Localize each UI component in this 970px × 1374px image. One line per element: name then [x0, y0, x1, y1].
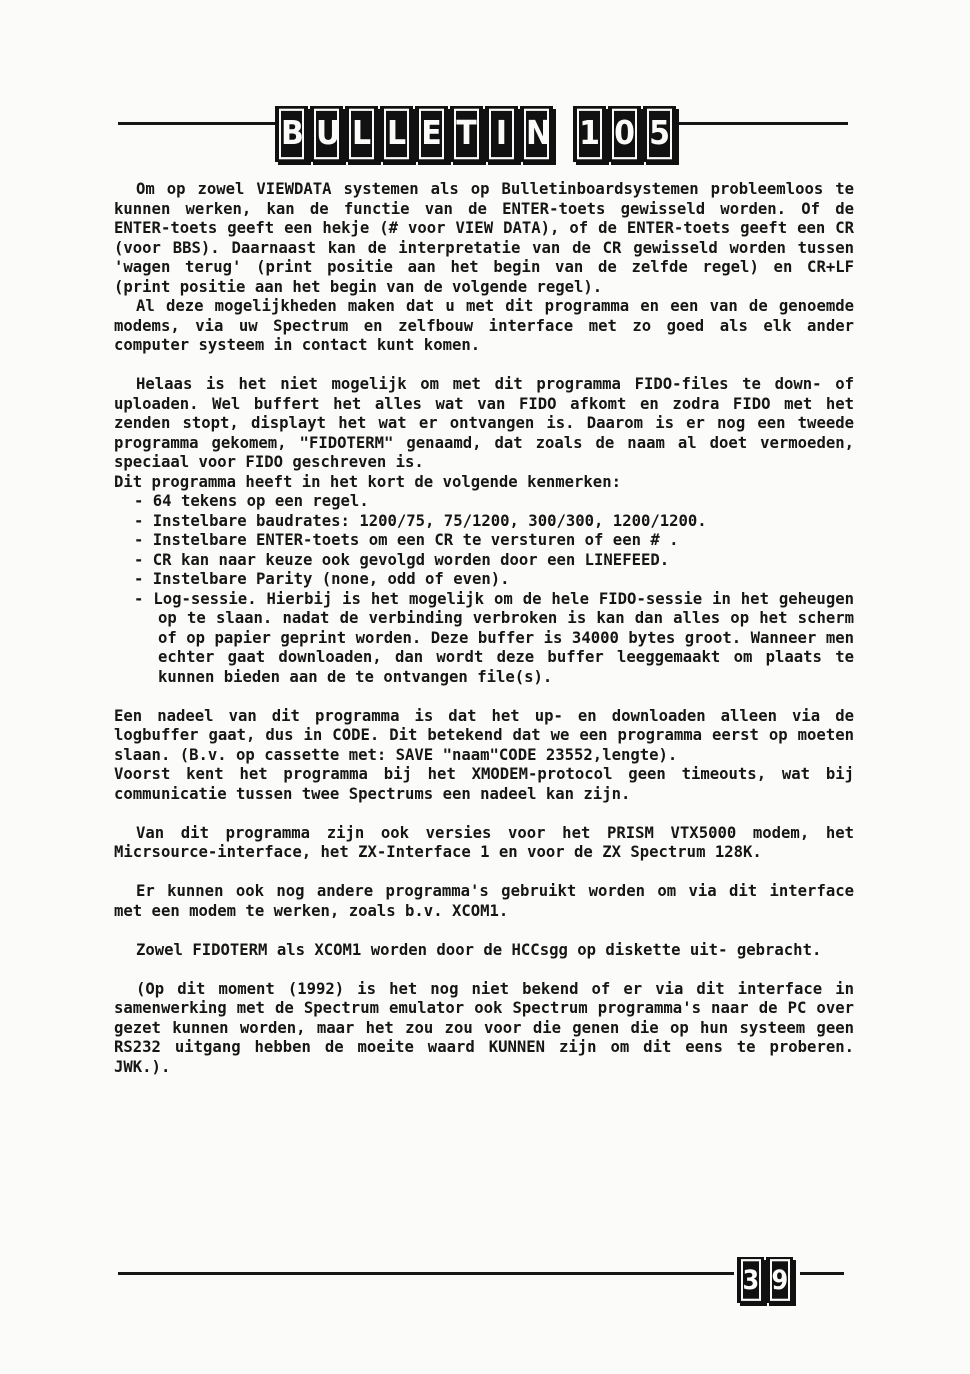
- paragraph: Al deze mogelijkheden maken dat u met dit programma en een van de genoemde modems, via uw Spectrum en zelfbouw interface met zo goed als elk ander computer systeem in contact kunt komen.: [114, 297, 854, 354]
- paragraph: Om op zowel VIEWDATA systemen als op Bulletinboardsystemen probleemloos te kunnen werken, kan de functie van de ENTER-toets gewisseld worden. Of de ENTER-toets geeft een hekje (# voor VIEW DATA), of de ENTER-toets geeft een CR (voor BBS). Daarnaast kan de interpretatie van de CR gewisseld worden tussen 'wagen terug' (print positie aan het begin van de zelfde regel) en CR+LF (print positie aan het begin van de volgende regel).: [114, 180, 854, 296]
- list-item: - Instelbare baudrates: 1200/75, 75/1200, 300/300, 1200/1200.: [134, 511, 707, 530]
- paragraph: Dit programma heeft in het kort de volgende kenmerken:: [114, 472, 621, 491]
- list-item: - 64 tekens op een regel.: [134, 492, 369, 510]
- footer-rule-right: [800, 1272, 844, 1275]
- banner-letter-tile: I: [485, 106, 518, 162]
- banner-letter-tile: L: [380, 106, 413, 162]
- feature-list: [114, 492, 854, 687]
- banner-number-tile: 5: [643, 106, 676, 162]
- banner-letter-tile: B: [275, 106, 308, 162]
- banner-number-tile: 0: [608, 106, 641, 162]
- list-item: - CR kan naar keuze ook gevolgd worden door een LINEFEED.: [134, 550, 670, 569]
- list-item: - Instelbare Parity (none, odd of even).: [134, 570, 510, 588]
- banner-letter-tile: E: [415, 106, 448, 162]
- page-digit-tile: 3: [737, 1257, 764, 1303]
- list-item: - Instelbare ENTER-toets om een CR te versturen of een # .: [134, 531, 679, 549]
- paragraph: Er kunnen ook nog andere programma's gebruikt worden om via dit interface met een modem te werken, zoals b.v. XCOM1.: [114, 882, 854, 920]
- header-rule-right: [650, 122, 848, 125]
- page-digit-tile: 9: [766, 1257, 793, 1303]
- banner-letter-tile: L: [345, 106, 378, 162]
- paragraph: Zowel FIDOTERM als XCOM1 worden door de HCCsgg op diskette uit- gebracht.: [136, 940, 822, 959]
- header-rule-left: [118, 122, 278, 125]
- list-item: - Log-sessie. Hierbij is het mogelijk om de hele FIDO-sessie in het geheugen op te slaan. nadat de verbinding verbroken is kan dan alles op het scherm of op papier geprint worden. Deze buffer is 34000 bytes groot. Wanneer men echter gaat downloaden, dan wordt deze buffer leeggemaakt om plaats te kunnen bieden aan de te ontvangen file(s).: [134, 589, 854, 686]
- paragraph: Helaas is het niet mogelijk om met dit programma FIDO-files te down- of uploaden. Wel buffert het alles wat van FIDO afkomt en zodra FIDO met het zenden stopt, displayt het wat er ontvangen is. Daarom is er nog een tweede programma gekomem, "FIDOTERM" genaamd, dat zoals de naam al doet vermoeden, speciaal voor FIDO geschreven is.: [114, 375, 854, 471]
- paragraph: Van dit programma zijn ook versies voor het PRISM VTX5000 modem, het Micrsource-interface, het ZX-Interface 1 en voor de ZX Spectrum 128K.: [114, 823, 854, 861]
- article-body: [114, 180, 854, 1077]
- bulletin-banner: [275, 106, 676, 164]
- banner-number-tile: 1: [573, 106, 606, 162]
- paragraph: (Op dit moment (1992) is het nog niet bekend of er via dit interface in samenwerking met de Spectrum emulator ook Spectrum programma's naar de PC over gezet kunnen worden, maar het zou zou voor die genen die op hun systeem geen RS232 uitgang hebben de moeite waard KUNNEN zijn om dit eens te proberen. JWK.).: [114, 979, 854, 1076]
- footer-rule: [118, 1272, 734, 1275]
- banner-letter-tile: N: [520, 106, 553, 162]
- banner-letter-tile: T: [450, 106, 483, 162]
- paragraph: Een nadeel van dit programma is dat het up- en downloaden alleen via de logbuffer gaat, dus in CODE. Dit betekend dat we een programma eerst op moeten slaan. (B.v. op cassette met: SAVE "naam"CODE 23552,lengte).: [114, 706, 854, 764]
- page-number: [737, 1257, 793, 1303]
- paragraph: Voorst kent het programma bij het XMODEM-protocol geen timeouts, wat bij communicatie tussen twee Spectrums een nadeel kan zijn.: [114, 765, 854, 803]
- banner-letter-tile: U: [310, 106, 343, 162]
